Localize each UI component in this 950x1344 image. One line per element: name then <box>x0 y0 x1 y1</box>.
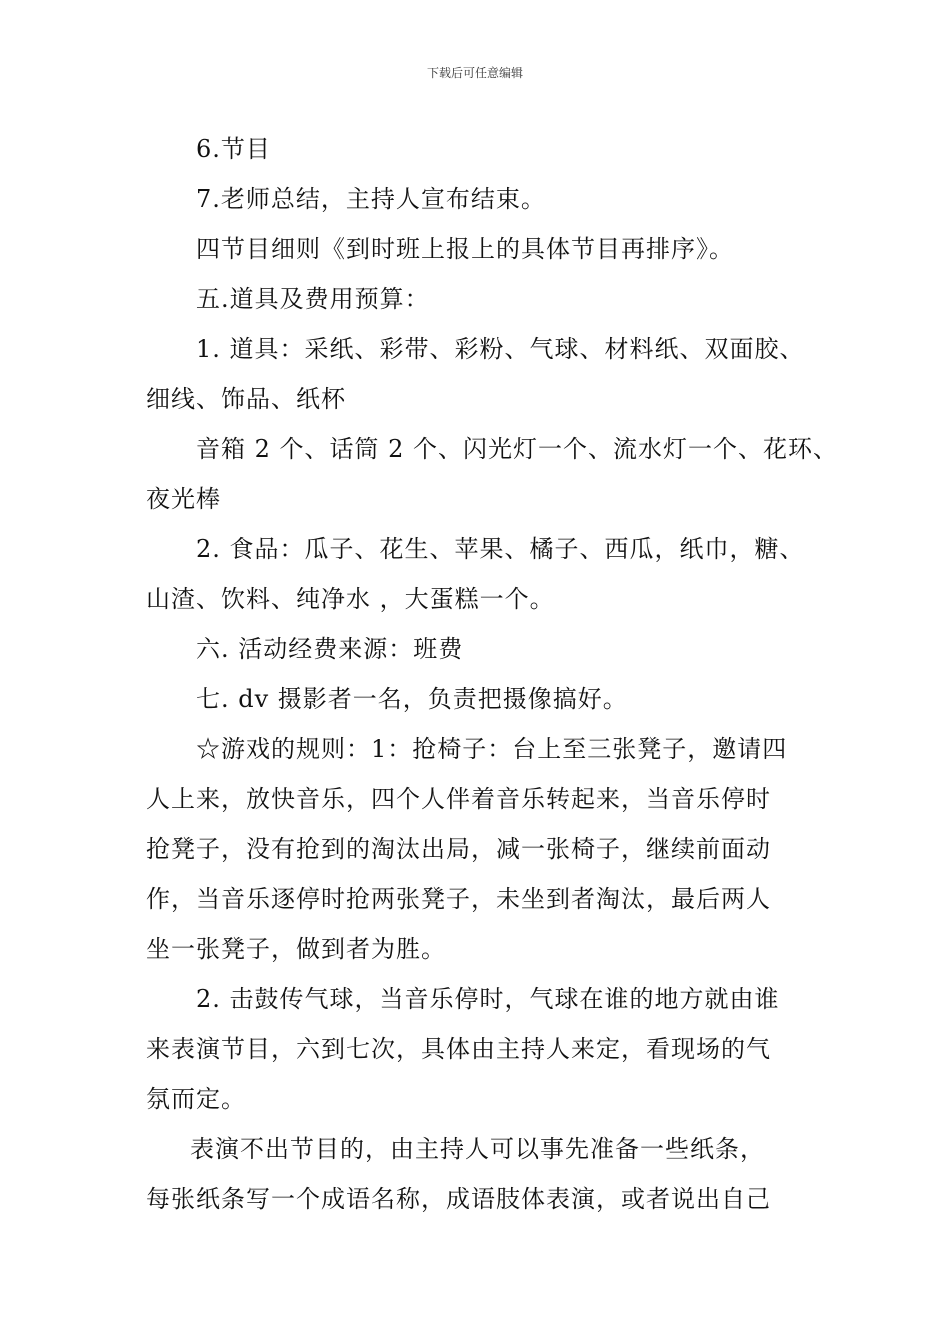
props-line-2: 细线、饰品、纸杯 <box>146 385 346 413</box>
penalty-line-2: 每张纸条写一个成语名称，成语肢体表演，或者说出自己 <box>146 1185 771 1213</box>
penalty-line-1: 表演不出节目的，由主持人可以事先准备一些纸条， <box>190 1135 765 1163</box>
balloon-game-line-3: 氛而定。 <box>146 1085 246 1113</box>
section-6-funding: 六. 活动经费来源：班费 <box>196 635 464 663</box>
item-7-summary: 7.老师总结，主持人宣布结束。 <box>196 185 546 213</box>
balloon-game-line-1: 2. 击鼓传气球，当音乐停时，气球在谁的地方就由谁 <box>196 985 780 1013</box>
game-rules-line-3: 抢凳子，没有抢到的淘汰出局，减一张椅子，继续前面动 <box>146 835 771 863</box>
game-rules-line-2: 人上来，放快音乐，四个人伴着音乐转起来，当音乐停时 <box>146 785 771 813</box>
item-6-program: 6.节目 <box>196 135 271 163</box>
section-4-program-details: 四节目细则《到时班上报上的具体节目再排序》。 <box>196 235 734 263</box>
page-header: 下载后可任意编辑 <box>426 66 523 80</box>
props-line-1: 1. 道具：采纸、彩带、彩粉、气球、材料纸、双面胶、 <box>196 335 805 363</box>
equipment-line-2: 夜光棒 <box>146 485 221 513</box>
balloon-game-line-2: 来表演节目，六到七次，具体由主持人来定，看现场的气 <box>146 1035 771 1063</box>
game-rules-line-1: ☆游戏的规则：1：抢椅子：台上至三张凳子，邀请四 <box>196 735 788 763</box>
food-line-1: 2. 食品：瓜子、花生、苹果、橘子、西瓜，纸巾，糖、 <box>196 535 805 563</box>
section-5-props-budget: 五.道具及费用预算： <box>196 285 430 313</box>
game-rules-line-4: 作，当音乐逐停时抢两张凳子，未坐到者淘汰，最后两人 <box>146 885 771 913</box>
equipment-line-1: 音箱 2 个、话筒 2 个、闪光灯一个、流水灯一个、花环、 <box>196 435 839 463</box>
section-7-dv: 七. dv 摄影者一名，负责把摄像搞好。 <box>196 685 628 713</box>
game-rules-line-5: 坐一张凳子，做到者为胜。 <box>146 935 446 963</box>
food-line-2: 山渣、饮料、纯净水 ，大蛋糕一个。 <box>146 585 555 613</box>
